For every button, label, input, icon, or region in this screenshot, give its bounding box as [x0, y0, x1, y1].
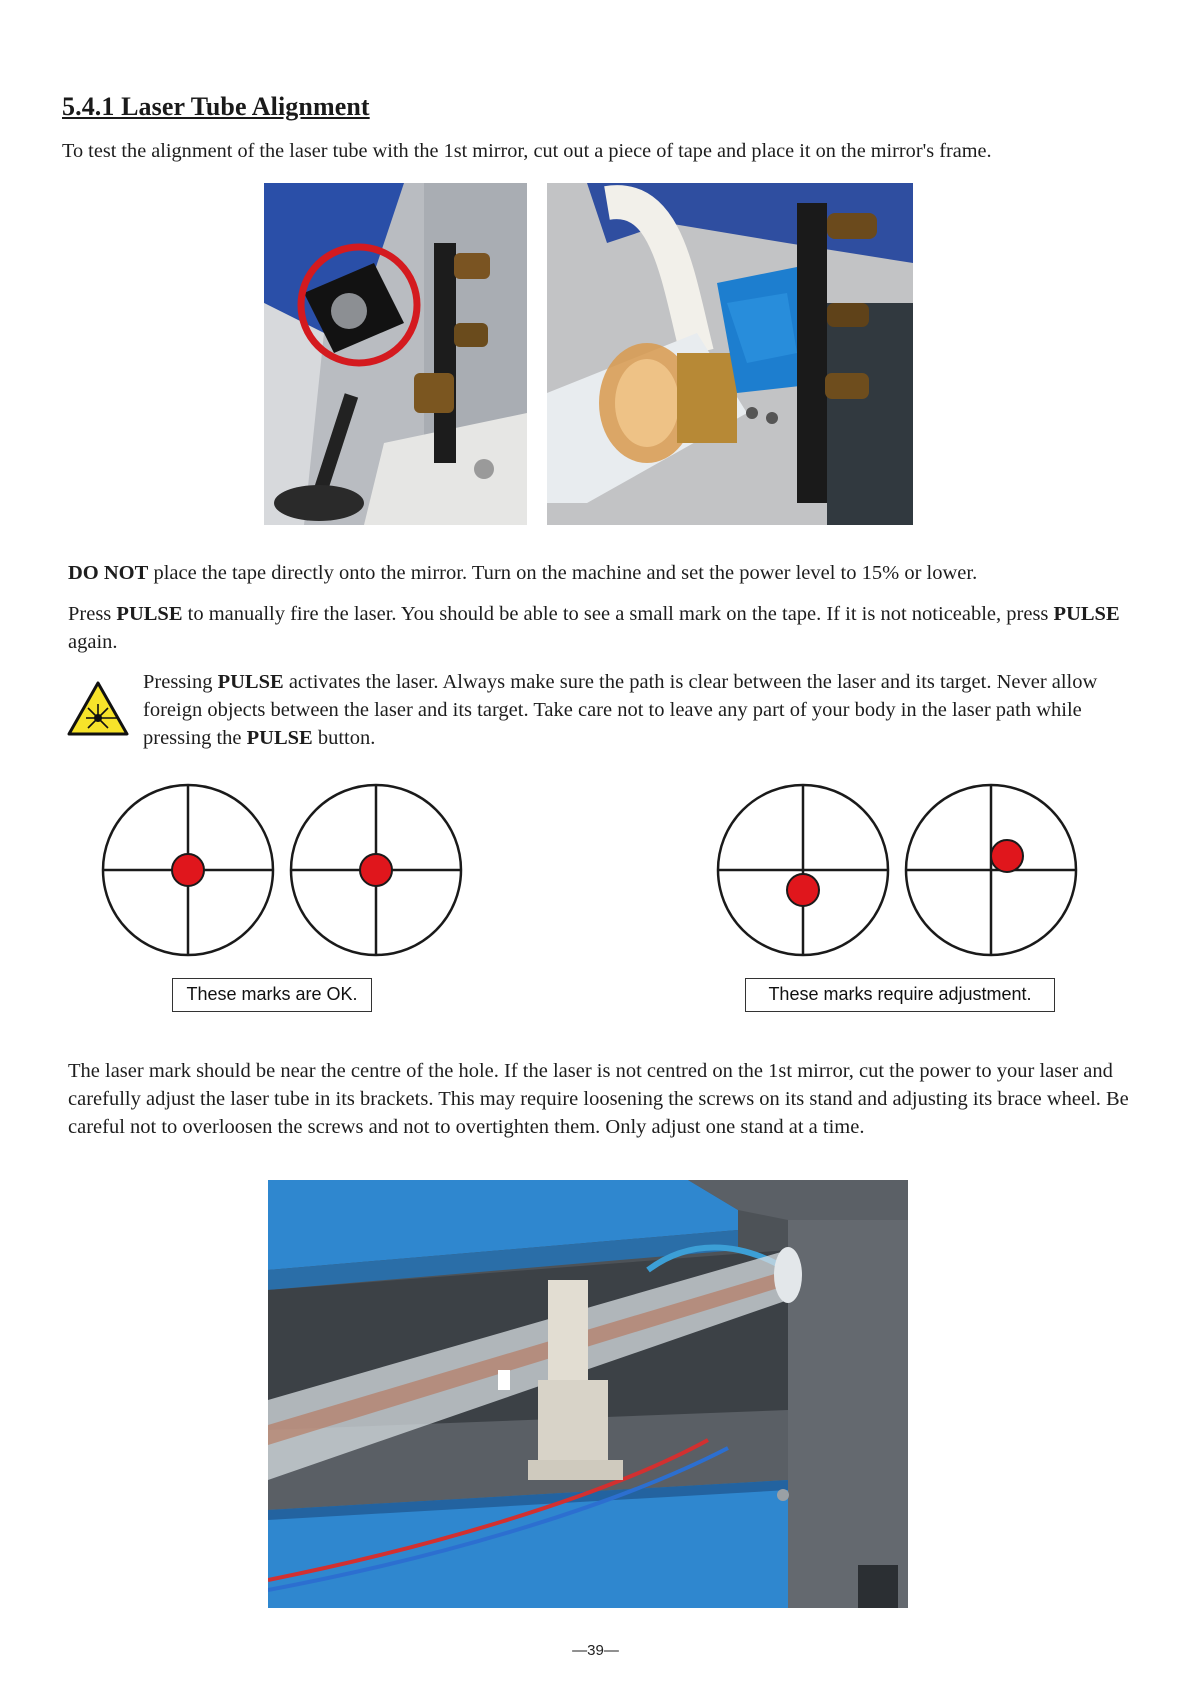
- ok-caption: These marks are OK.: [172, 978, 372, 1012]
- tape-on-mirror-photo: [547, 183, 913, 525]
- laser-warning-icon: [66, 680, 130, 738]
- do-not-paragraph: DO NOT place the tape directly onto the mirror. Turn on the machine and set the power level to 15% or lower.: [68, 562, 978, 584]
- targets-adjust-diagram: [711, 780, 1091, 960]
- adjustment-paragraph: The laser mark should be near the centre of the hole. If the laser is not centred on the 1st mirror, cut the power to your laser and carefully adjust the laser tube in its brackets. This may require loosening the screws on its stand and adjusting its brace wheel. Be careful not to overloosen the screws and not to overtighten them. Only adjust one stand at a time.: [68, 1060, 1129, 1138]
- laser-mark: [360, 854, 392, 886]
- page-number: —39—: [572, 1642, 619, 1659]
- laser-mark: [991, 840, 1023, 872]
- pulse-paragraph: Press PULSE to manually fire the laser. You should be able to see a small mark on the tape. If it is not noticeable, press PULSE again.: [68, 603, 1120, 653]
- target-offset-1: [718, 785, 888, 955]
- laser-mark: [172, 854, 204, 886]
- warning-text: Pressing PULSE activates the laser. Always make sure the path is clear between the laser and its target. Never allow foreign objects between the laser and its target. Take care not to leave any part of your body in the laser path while pressing the PULSE button.: [143, 671, 1098, 749]
- adjust-caption: These marks require adjustment.: [745, 978, 1055, 1012]
- section-title: 5.4.1 Laser Tube Alignment: [62, 92, 370, 121]
- mirror-mount-photo: [264, 183, 527, 525]
- targets-ok-diagram: [96, 780, 476, 960]
- laser-tube-machine-photo: [268, 1180, 908, 1608]
- target-offset-2: [906, 785, 1076, 955]
- intro-text: To test the alignment of the laser tube with the 1st mirror, cut out a piece of tape and place it on the mirror's frame.: [62, 140, 992, 162]
- laser-mark: [787, 874, 819, 906]
